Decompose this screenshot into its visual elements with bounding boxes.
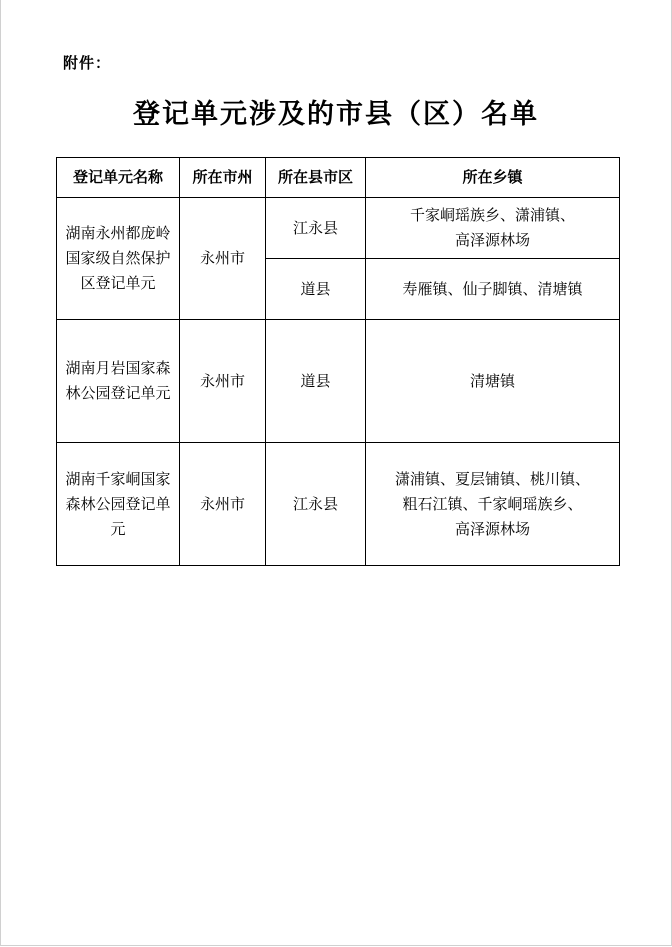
town-cell bbox=[366, 259, 620, 320]
county-cell: 道县 bbox=[266, 259, 366, 320]
town-cell bbox=[366, 320, 620, 443]
header-county: 所在县市区 bbox=[266, 158, 366, 198]
town-line: 清塘镇 bbox=[469, 371, 515, 390]
town-line: 粗石江镇、千家峒瑶族乡、 bbox=[402, 494, 583, 513]
unit-name-cell: 湖南永州都庞岭国家级自然保护区登记单元 bbox=[57, 198, 180, 320]
unit-name-cell: 湖南千家峒国家森林公园登记单元 bbox=[57, 443, 180, 566]
table-row bbox=[57, 320, 620, 443]
city-cell: 永州市 bbox=[180, 443, 266, 566]
table-header-row bbox=[57, 158, 620, 198]
town-line: 寿雁镇、仙子脚镇、清塘镇 bbox=[402, 279, 583, 298]
county-cell: 江永县 bbox=[266, 198, 366, 259]
header-town: 所在乡镇 bbox=[366, 158, 620, 198]
attachment-label: 附件： bbox=[63, 54, 112, 72]
unit-name-cell: 湖南月岩国家森林公园登记单元 bbox=[57, 320, 180, 443]
town-cell bbox=[366, 443, 620, 566]
city-cell: 永州市 bbox=[180, 320, 266, 443]
table-row bbox=[57, 443, 620, 566]
header-unit-name: 登记单元名称 bbox=[57, 158, 180, 198]
town-line: 高泽源林场 bbox=[454, 519, 530, 538]
town-line: 高泽源林场 bbox=[454, 231, 530, 249]
town-line: 潇浦镇、夏层铺镇、桃川镇、 bbox=[394, 469, 590, 488]
county-cell: 江永县 bbox=[266, 443, 366, 566]
page-title: 登记单元涉及的市县（区）名单 bbox=[133, 99, 539, 130]
town-line: 千家峒瑶族乡、潇浦镇、 bbox=[409, 206, 575, 224]
table-row bbox=[57, 198, 620, 259]
registration-unit-table bbox=[56, 157, 620, 566]
city-cell: 永州市 bbox=[180, 198, 266, 320]
town-cell bbox=[366, 198, 620, 259]
county-cell: 道县 bbox=[266, 320, 366, 443]
header-city: 所在市州 bbox=[180, 158, 266, 198]
